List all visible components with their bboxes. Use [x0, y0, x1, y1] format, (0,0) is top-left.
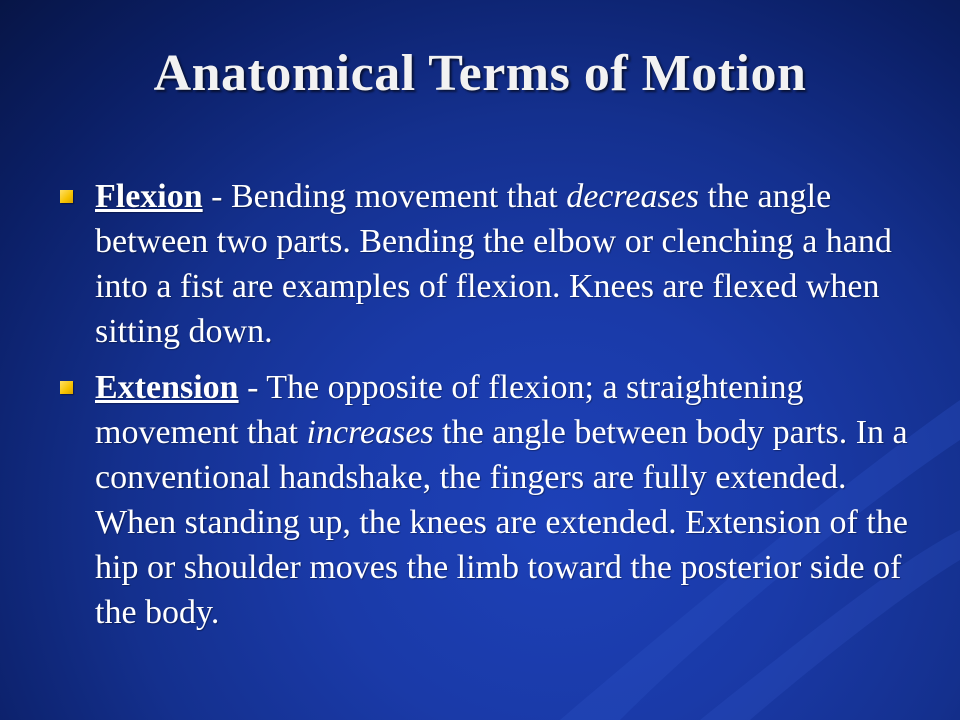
definition-text: the angle between body parts. In a conventional handshake, the fingers are fully extended. When standing up, the knees are extended. Extension of the hip or shoulder moves the limb toward the posterior side of the body.	[95, 414, 908, 631]
square-bullet-icon	[60, 190, 73, 203]
term-flexion: Flexion	[95, 178, 203, 215]
definition-text: - Bending movement that	[202, 178, 567, 215]
bullet-list	[58, 174, 908, 646]
definition-text: the angle between two parts. Bending the elbow or clenching a hand into a fist are examples of flexion. Knees are flexed when sitting down.	[95, 178, 892, 350]
term-extension: Extension	[95, 369, 239, 406]
emphasis-text: increases	[306, 414, 434, 451]
square-bullet-icon	[60, 381, 73, 394]
bullet-extension	[58, 365, 908, 635]
definition-text: - The opposite of flexion; a straightening movement that	[95, 369, 804, 451]
emphasis-text: decreases	[566, 178, 700, 215]
bullet-flexion	[58, 174, 908, 354]
slide-title: Anatomical Terms of Motion	[153, 45, 807, 102]
